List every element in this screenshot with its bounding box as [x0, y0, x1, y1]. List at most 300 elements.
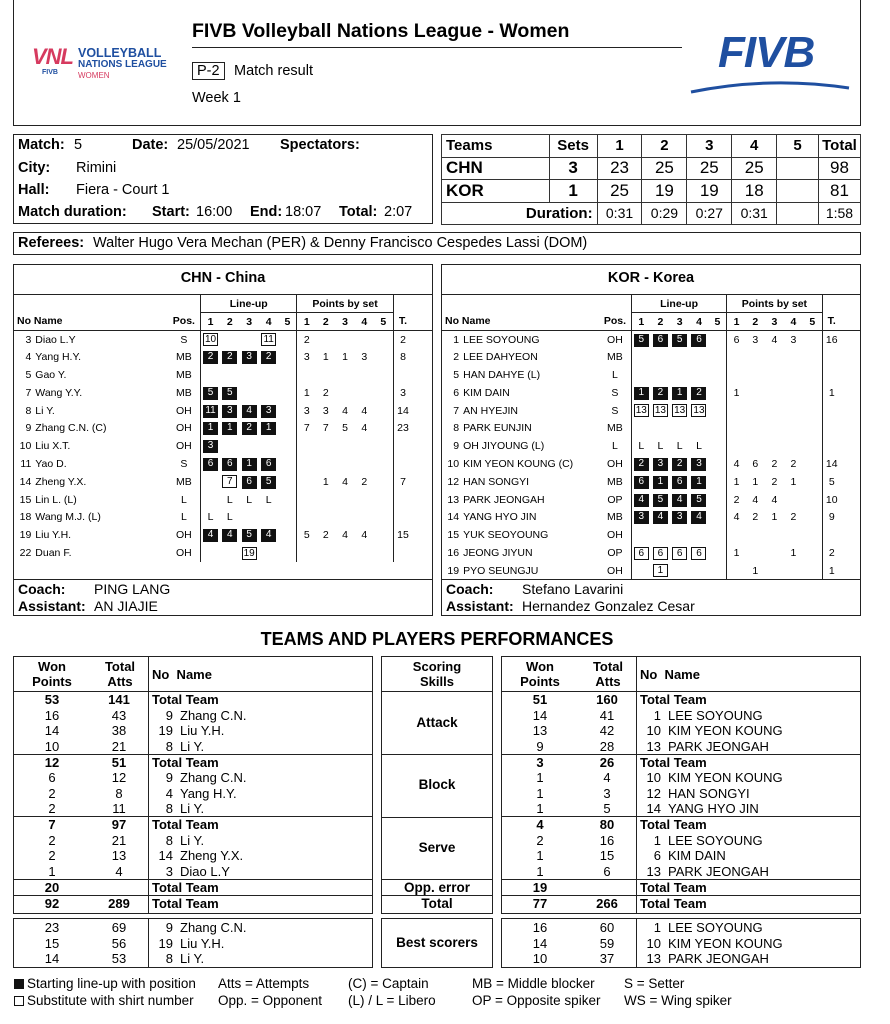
player-position: MB — [176, 475, 192, 488]
total-header: T. — [393, 313, 412, 331]
points-set-header: 5 — [380, 315, 387, 328]
starting-position-badge: 1 — [672, 387, 687, 400]
set-points — [316, 544, 335, 562]
shirt-number: 8 — [165, 738, 173, 754]
total-team-row — [14, 817, 372, 833]
player-name: Yang H.Y. — [35, 351, 82, 364]
set-points: 2 — [771, 475, 778, 488]
lineup-cell — [239, 491, 258, 509]
set-points: 7 — [297, 420, 316, 438]
team-b-performance-table — [502, 692, 860, 911]
lineup-cell — [259, 491, 278, 509]
shirt-number: 13 — [646, 863, 661, 879]
won-points: 10 — [532, 951, 548, 967]
starting-position-badge: 2 — [222, 351, 237, 364]
referees-label: Referees: — [18, 235, 85, 251]
assistant-name: Hernandez Gonzalez Cesar — [522, 598, 695, 614]
libero-mark: L — [265, 493, 272, 506]
lineup-cell — [670, 491, 689, 509]
set-points: 1 — [342, 351, 348, 364]
total-attempts: 8 — [115, 785, 123, 801]
set-points: 4 — [752, 493, 759, 506]
set-points — [727, 526, 746, 544]
best-scorers-label-box — [381, 918, 493, 968]
player-name: Yao D. — [35, 458, 67, 471]
total-attempts: 141 — [108, 692, 130, 708]
starting-position-badge: 2 — [653, 387, 668, 400]
lineup-cell — [220, 348, 239, 366]
skills-header-line: Skills — [420, 674, 454, 689]
player-total-points — [822, 402, 841, 420]
starting-position-badge: 5 — [672, 334, 687, 347]
player-total-points: 16 — [822, 331, 841, 349]
set-points — [727, 437, 746, 455]
player-total-points — [822, 526, 841, 544]
lineup-cell — [631, 509, 650, 527]
total-label: Total: — [339, 204, 378, 220]
lineup-cell — [278, 455, 297, 473]
lineup-cell — [709, 402, 727, 420]
total-team-row — [502, 817, 860, 833]
lineup-cell — [670, 348, 689, 366]
player-position: S — [611, 386, 619, 399]
lineup-cell — [651, 473, 670, 491]
team-b-roster-table — [442, 295, 860, 580]
lineup-cell — [689, 491, 708, 509]
no-name-header: No Name — [445, 315, 491, 328]
lineup-cell — [201, 366, 221, 384]
set-points — [784, 402, 803, 420]
pos-header: Pos. — [172, 315, 195, 328]
starting-position-badge: 5 — [634, 334, 649, 347]
player-name: KIM DAIN — [463, 386, 510, 399]
set-points: 2 — [297, 331, 316, 349]
won-points: 1 — [536, 770, 544, 786]
total-attempts: 51 — [111, 754, 127, 770]
player-name: Wang Y.Y. — [35, 386, 83, 399]
spacer — [442, 295, 631, 313]
player-position: MB — [607, 475, 623, 488]
set-points — [335, 509, 354, 527]
set-duration: 0:31 — [732, 202, 777, 225]
player-name-total: Total Team — [640, 895, 707, 911]
libero-mark: L — [226, 493, 233, 506]
starting-position-badge: 1 — [203, 422, 218, 435]
player-number: 1 — [453, 333, 460, 346]
spacer — [393, 295, 412, 313]
libero-mark: L — [657, 440, 664, 453]
lineup-cell — [670, 420, 689, 438]
starting-position-badge: 4 — [222, 529, 237, 542]
player-name: YUK SEOYOUNG — [463, 529, 549, 542]
shirt-number: 10 — [646, 935, 661, 951]
points-by-set-header: Points by set — [727, 295, 822, 313]
set-points: 2 — [322, 529, 329, 542]
starting-position-badge: 6 — [261, 458, 276, 471]
referees-names: Walter Hugo Vera Mechan (PER) & Denny Francisco Cespedes Lassi (DOM) — [93, 235, 588, 251]
player-name-total: Total Team — [152, 817, 219, 833]
player-name: Gao Y. — [35, 369, 67, 382]
player-number: 6 — [453, 386, 460, 399]
lineup-cell — [709, 526, 727, 544]
score-set-points: 19 — [642, 180, 687, 203]
substitute-badge: 6 — [672, 547, 687, 560]
substitute-badge: 11 — [261, 333, 276, 346]
player-total-points: 2 — [822, 544, 841, 562]
lineup-cell — [220, 455, 239, 473]
starting-position-badge: 6 — [203, 458, 218, 471]
player-position: OH — [607, 529, 623, 542]
total-header-line: Total — [104, 659, 136, 674]
set-points: 3 — [752, 333, 759, 346]
set-points: 2 — [790, 511, 797, 524]
player-performance-row — [14, 723, 372, 739]
set-points — [803, 437, 822, 455]
player-name: KIM YEON KOUNG — [668, 935, 783, 951]
player-name: KIM DAIN — [668, 848, 726, 864]
set-points — [355, 491, 374, 509]
legend-opp: Opp. = Opponent — [218, 993, 322, 1008]
libero-mark: L — [207, 511, 214, 524]
set-points: 4 — [771, 493, 778, 506]
set-points — [297, 473, 316, 491]
set-points — [374, 331, 393, 349]
shirt-number: 1 — [653, 832, 661, 848]
player-name: LEE SOYOUNG — [668, 707, 763, 723]
total-attempts: 13 — [111, 848, 127, 864]
score-header-set1: 1 — [597, 135, 642, 158]
score-header-teams: Teams — [442, 135, 550, 158]
player-total-points: 1 — [822, 384, 841, 402]
player-name: Yang H.Y. — [180, 785, 237, 801]
total-attempts: 42 — [599, 723, 615, 739]
no-name-header: No Name — [17, 315, 63, 328]
vnl-mark-sub: FIVB — [42, 69, 58, 76]
player-total-points — [822, 366, 841, 384]
won-points: 2 — [48, 848, 56, 864]
vnl-logo-line1: VOLLEYBALL — [78, 46, 162, 60]
player-performance-row — [14, 848, 372, 864]
set-points — [297, 491, 316, 509]
lineup-cell — [631, 562, 650, 580]
total-attempts: 16 — [599, 832, 615, 848]
legend-setter: S = Setter — [624, 976, 685, 991]
set-points — [374, 402, 393, 420]
set-points — [746, 402, 765, 420]
total-attempts: 266 — [596, 895, 618, 911]
score-duration-label: Duration: — [442, 202, 598, 225]
player-position: S — [180, 333, 188, 346]
set-points: 6 — [727, 331, 746, 349]
shirt-number: 14 — [158, 848, 173, 864]
legend-row-2 — [13, 993, 873, 1011]
pos-header: Pos. — [603, 315, 626, 328]
total-attempts: 38 — [111, 723, 127, 739]
header-box — [13, 0, 861, 126]
won-points: 1 — [536, 863, 544, 879]
points-set-header: 1 — [297, 313, 316, 331]
set-points — [746, 348, 765, 366]
player-total-points — [393, 366, 412, 384]
page-title: FIVB Volleyball Nations League - Women — [192, 20, 570, 42]
libero-mark: L — [226, 511, 233, 524]
total-attempts: 160 — [596, 692, 618, 708]
starting-position-badge: 5 — [691, 494, 706, 507]
set-points — [374, 348, 393, 366]
player-row — [442, 509, 860, 527]
player-total-points: 1 — [822, 562, 841, 580]
team-b-best-table — [502, 920, 860, 967]
score-header-row — [442, 135, 861, 158]
lineup-set-header: 4 — [265, 315, 272, 328]
player-performance-row — [14, 936, 372, 952]
won-points: 6 — [48, 770, 56, 786]
total-atts-header — [580, 659, 636, 689]
end-label: End: — [250, 204, 283, 220]
player-total-points — [822, 437, 841, 455]
player-position: MB — [607, 351, 623, 364]
player-position: OH — [176, 440, 192, 453]
player-performance-row — [14, 864, 372, 880]
starting-position-badge: 5 — [653, 494, 668, 507]
player-row — [14, 348, 432, 366]
set-duration: 0:27 — [687, 202, 732, 225]
player-row — [442, 366, 860, 384]
lineup-set-header: 3 — [676, 315, 683, 328]
total-team-row — [502, 879, 860, 895]
player-performance-row — [502, 770, 860, 786]
set-points: 1 — [752, 475, 759, 488]
team-a-best-table — [14, 920, 372, 967]
total-attempts: 21 — [111, 738, 127, 754]
set-points: 3 — [361, 351, 368, 364]
player-name: Li Y. — [180, 951, 205, 967]
lineup-cell — [709, 331, 727, 349]
set-points — [316, 509, 335, 527]
scoring-skills-column — [381, 656, 493, 914]
lineup-cell — [670, 473, 689, 491]
player-number: 18 — [19, 511, 32, 524]
player-row — [442, 544, 860, 562]
coach-divider — [442, 579, 860, 580]
lineup-cell — [239, 473, 258, 491]
starting-position-badge: 3 — [672, 511, 687, 524]
starting-position-badge: 5 — [203, 387, 218, 400]
player-total-points — [393, 455, 412, 473]
player-total-points: 3 — [393, 384, 412, 402]
player-name: Zheng Y.X. — [180, 848, 244, 864]
player-position: MB — [176, 386, 192, 399]
player-performance-row — [14, 951, 372, 967]
legend-row-1 — [13, 976, 873, 994]
lineup-cell — [631, 455, 650, 473]
score-row-kor — [442, 180, 861, 203]
match-date: 25/05/2021 — [177, 137, 250, 153]
set-points: 1 — [790, 475, 797, 488]
shirt-number: 3 — [165, 863, 173, 879]
player-name: LEE SOYOUNG — [463, 333, 540, 346]
player-row — [14, 509, 432, 527]
set-points — [316, 331, 335, 349]
set-points — [727, 562, 746, 580]
player-performance-row — [502, 864, 860, 880]
team-a-best-scorers — [13, 918, 373, 968]
lineup-cell — [689, 384, 708, 402]
scoring-header-line: Scoring — [412, 659, 462, 674]
player-position: OH — [176, 404, 192, 417]
player-row — [442, 526, 860, 544]
set-points — [335, 366, 354, 384]
vnl-mark: VNL — [32, 44, 73, 69]
player-performance-row — [502, 951, 860, 967]
skill-block: Block — [418, 777, 456, 792]
player-performance-row — [502, 739, 860, 755]
player-position: L — [611, 440, 618, 453]
set-points — [297, 366, 316, 384]
player-total-points — [393, 437, 412, 455]
spacer — [822, 295, 841, 313]
set-points — [784, 526, 803, 544]
won-points: 51 — [532, 692, 548, 708]
set-points — [765, 437, 784, 455]
substitute-badge: 7 — [222, 475, 237, 488]
starting-position-badge: 4 — [242, 405, 257, 418]
set-points — [335, 491, 354, 509]
player-performance-row — [502, 848, 860, 864]
player-performance-row — [14, 708, 372, 724]
substitute-badge: 1 — [653, 564, 668, 577]
player-total-points: 14 — [822, 455, 841, 473]
won-points: 1 — [48, 863, 56, 879]
score-set-points: 25 — [642, 157, 687, 180]
substitute-badge: 10 — [204, 334, 217, 346]
won-header-line: Won — [526, 659, 554, 674]
player-total-points — [393, 491, 412, 509]
score-header-set3: 3 — [687, 135, 732, 158]
lineup-cell — [201, 509, 221, 527]
total-attempts: 3 — [603, 785, 611, 801]
lineup-cell — [631, 366, 650, 384]
player-total-points: 9 — [822, 509, 841, 527]
starting-position-badge: 6 — [242, 476, 257, 489]
player-performance-row — [502, 708, 860, 724]
lineup-cell — [239, 348, 258, 366]
lineup-cell — [709, 455, 727, 473]
player-name: LEE SOYOUNG — [668, 832, 763, 848]
set-points — [746, 544, 765, 562]
set-points — [803, 491, 822, 509]
lineup-cell — [278, 473, 297, 491]
player-position: MB — [607, 422, 623, 435]
set-points — [784, 420, 803, 438]
lineup-cell — [689, 544, 708, 562]
player-total-points: 10 — [822, 491, 841, 509]
player-number: 15 — [19, 493, 32, 506]
starting-position-badge: 2 — [691, 387, 706, 400]
player-name-total: Total Team — [640, 817, 707, 833]
won-points: 2 — [48, 832, 56, 848]
doc-name: Match result — [234, 63, 313, 79]
player-name: LEE SOYOUNG — [668, 920, 763, 936]
shirt-number: 1 — [653, 920, 661, 936]
set-points — [374, 437, 393, 455]
player-number: 15 — [447, 529, 460, 542]
lineup-cell — [689, 402, 708, 420]
won-points: 13 — [532, 723, 548, 739]
player-number: 9 — [453, 440, 460, 453]
player-position: MB — [176, 351, 192, 364]
total-time: 2:07 — [384, 204, 413, 220]
player-number: 11 — [20, 458, 32, 471]
set-points — [316, 437, 335, 455]
player-row — [14, 366, 432, 384]
set-points — [316, 491, 335, 509]
player-name: Lin L. (L) — [35, 493, 77, 506]
player-number: 14 — [19, 475, 32, 488]
lineup-cell — [201, 437, 221, 455]
lineup-cell — [709, 420, 727, 438]
lineup-cell — [689, 455, 708, 473]
starting-position-badge: 4 — [261, 529, 276, 542]
team-a-roster-table — [14, 295, 432, 562]
set-points: 1 — [322, 351, 329, 364]
score-total: 81 — [818, 180, 860, 203]
lineup-cell — [259, 455, 278, 473]
player-total-points: 5 — [822, 473, 841, 491]
lineup-cell — [670, 384, 689, 402]
starting-position-badge: 4 — [634, 494, 649, 507]
set-points: 7 — [322, 422, 329, 435]
player-performance-row — [502, 936, 860, 952]
shirt-number: 8 — [165, 832, 173, 848]
lineup-cell — [651, 455, 670, 473]
player-row — [442, 384, 860, 402]
starting-lineup-icon — [14, 979, 24, 989]
set-duration: 0:29 — [642, 202, 687, 225]
lineup-cell — [239, 366, 258, 384]
lineup-cell — [631, 331, 650, 349]
player-name: Liu Y.H. — [180, 935, 225, 951]
legend-op: OP = Opposite spiker — [472, 993, 601, 1008]
player-performance-row — [502, 801, 860, 817]
substitute-badge: 6 — [653, 547, 668, 560]
player-row — [14, 473, 432, 491]
player-number: 4 — [25, 351, 32, 364]
player-performance-row — [14, 920, 372, 936]
total-attempts: 12 — [111, 770, 127, 786]
lineup-cell — [689, 526, 708, 544]
lineup-cell — [651, 509, 670, 527]
lineup-cell — [259, 331, 278, 349]
player-number: 10 — [447, 458, 460, 471]
set-points — [765, 402, 784, 420]
lineup-cell — [709, 366, 727, 384]
score-set-points — [777, 157, 819, 180]
player-name: PARK EUNJIN — [463, 422, 532, 435]
lineup-cell — [220, 384, 239, 402]
legend-mb: MB = Middle blocker — [472, 976, 595, 991]
set-points — [803, 544, 822, 562]
won-points: 14 — [44, 723, 60, 739]
set-points: 1 — [727, 544, 746, 562]
scoring-skills-header — [382, 659, 492, 689]
player-number: 7 — [453, 404, 460, 417]
lineup-cell — [239, 509, 258, 527]
total-attempts — [578, 879, 636, 895]
starting-position-badge: 1 — [691, 476, 706, 489]
player-number: 5 — [25, 369, 32, 382]
player-row — [14, 420, 432, 438]
